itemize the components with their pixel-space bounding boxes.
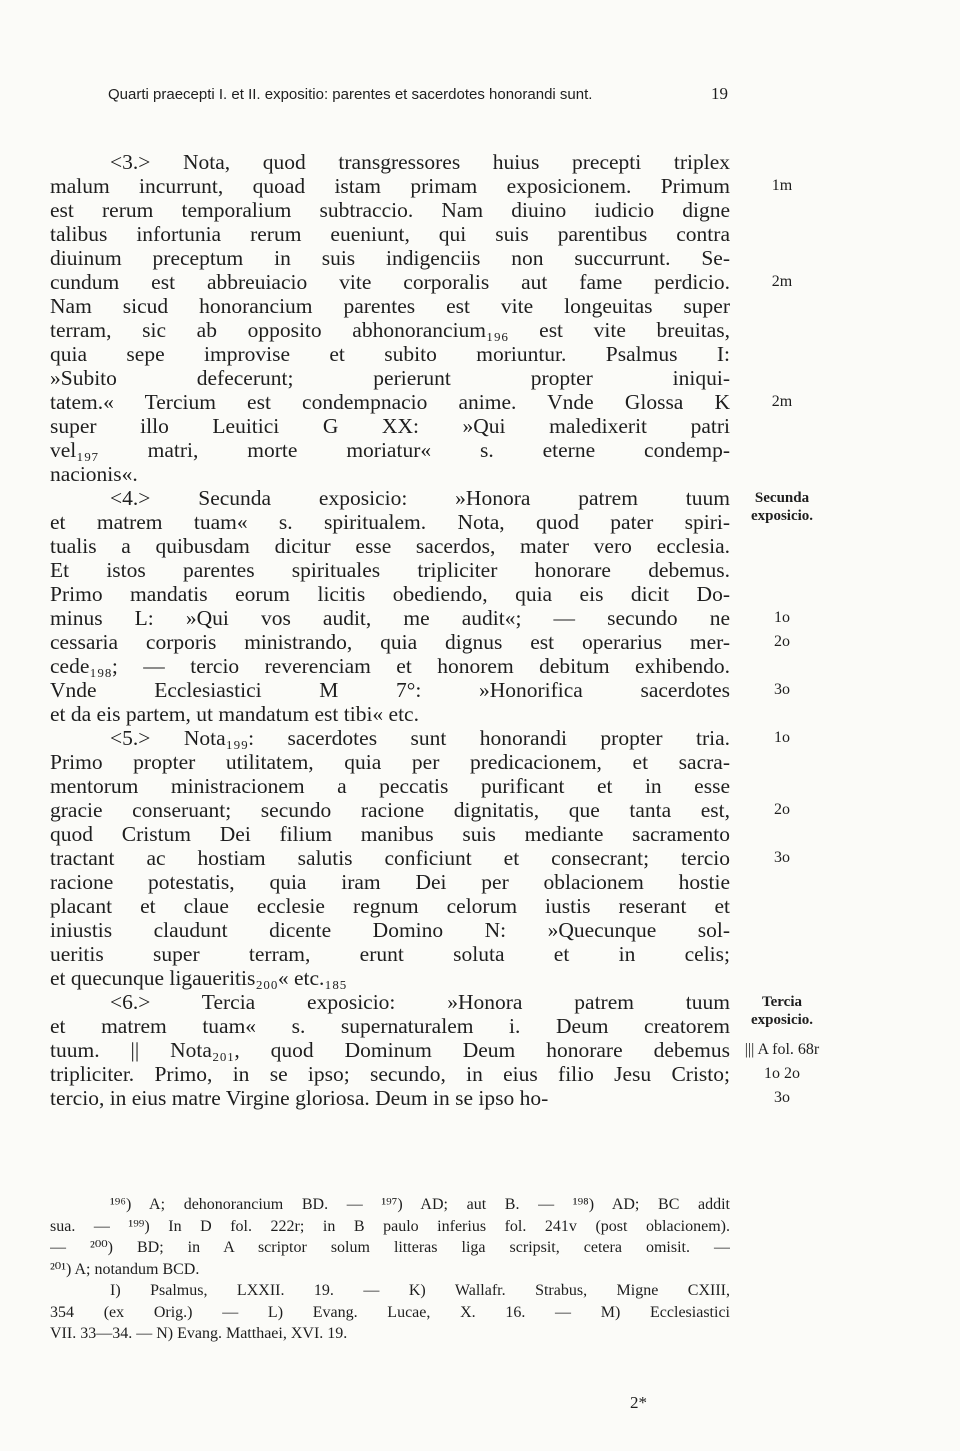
text-line: super illo Leuitici G XX: »Qui maledixerit patri: [50, 414, 730, 438]
footnote-line: VII. 33—34. — N) Evang. Matthaei, XVI. 19.: [50, 1325, 348, 1342]
text-line: <4.> Secunda exposicio: »Honora patrem tuum: [110, 486, 730, 510]
text-line: Vnde Ecclesiastici M 7°: »Honorifica sacerdotes: [50, 678, 730, 702]
text-line: »Subito defecerunt; perierunt propter iniqui-: [50, 366, 730, 390]
running-title: Quarti praecepti I. et II. expositio: parentes et sacerdotes honorandi sunt.: [108, 86, 593, 103]
margin-note: 2m: [771, 273, 793, 290]
text-line: Primo propter utilitatem, quia per predicacionem, et sacra-: [50, 750, 730, 774]
footnote-line: — ²⁰⁰) BD; in A scriptor solum litteras liga scripsit, cetera omisit. —: [50, 1239, 730, 1256]
text-line: et matrem tuam« s. supernaturalem i. Deum creatorem: [50, 1014, 730, 1038]
text-line: tripliciter. Primo, in se ipso; secundo, in eius filio Jesu Cristo;: [50, 1062, 730, 1086]
text-line: talibus infortunia rerum eueniunt, qui suis parentibus contra: [50, 222, 730, 246]
text-line: <3.> Nota, quod transgressores huius precepti triplex: [110, 150, 730, 174]
margin-note: 3o: [774, 849, 790, 866]
text-line: quod Cristum Dei filium manibus suis mediante sacramento: [50, 822, 730, 846]
text-line: Et istos parentes spirituales tripliciter honorare debemus.: [50, 558, 730, 582]
margin-note: 1o: [774, 729, 790, 746]
margin-note: 1o 2o: [764, 1065, 800, 1082]
text-line: ueritis super terram, erunt soluta et in celis;: [50, 942, 730, 966]
text-line: minus L: »Qui vos audit, me audit«; — secundo ne: [50, 606, 730, 630]
text-line: et da eis partem, ut mandatum est tibi« etc.: [50, 702, 419, 726]
footnote-line: 354 (ex Orig.) — L) Evang. Lucae, X. 16. — M) Ecclesiastici: [50, 1303, 730, 1321]
text-line: et quecunque ligaueritis₂₀₀« etc.₁₈₅: [50, 966, 347, 990]
text-line: tualis a quibusdam dicitur esse sacerdos, mater vero ecclesia.: [50, 534, 730, 558]
text-line: cundum est abbreuiacio vite corporalis aut fame perdicio.: [50, 270, 730, 294]
text-line: cede₁₉₈; — tercio reverenciam et honorem debitum exhibendo.: [50, 654, 730, 678]
text-line: racione potestatis, quia iram Dei per oblacionem hostie: [50, 870, 730, 894]
margin-note: 2o: [774, 633, 790, 650]
text-line: est rerum temporalium subtraccio. Nam diuino iudicio digne: [50, 198, 730, 222]
footnote-line: sua. — ¹⁹⁹) In D fol. 222r; in B paulo inferius fol. 241v (post oblacionem).: [50, 1217, 730, 1235]
text-line: <5.> Nota₁₉₉: sacerdotes sunt honorandi propter tria.: [110, 726, 730, 750]
main-text: [50, 150, 730, 1110]
text-line: <6.> Tercia exposicio: »Honora patrem tuum: [110, 990, 730, 1014]
footnote-line: ²⁰¹) A; notandum BCD.: [50, 1260, 200, 1278]
margin-note: 1m: [771, 177, 793, 194]
footnotes: [50, 1194, 730, 1345]
text-line: iniustis claudunt dicente Domino N: »Quecunque sol-: [50, 918, 730, 942]
signature-mark: 2*: [630, 1393, 647, 1412]
page-number: 19: [711, 84, 728, 103]
text-line: Nam sicud honorancium parentes est vite longeuitas super: [50, 294, 730, 318]
text-line: malum incurrunt, quoad istam primam exposicionem. Primum: [50, 174, 730, 198]
margin-note: 2m: [771, 393, 793, 410]
text-line: terram, sic ab opposito abhonorancium₁₉₆ est vite breuitas,: [50, 318, 730, 342]
text-line: gracie conseruant; secundo racione dignitatis, que tanta est,: [50, 798, 730, 822]
text-line: nacionis«.: [50, 462, 138, 486]
footnote-line: ¹⁹⁶) A; dehonorancium BD. — ¹⁹⁷) AD; aut B. — ¹⁹⁸) AD; BC addit: [110, 1196, 730, 1213]
text-line: diuinum preceptum in suis indigenciis non succurrunt. Se-: [50, 246, 730, 270]
margin-note: 3o: [774, 1089, 790, 1106]
margin-note: 1o: [774, 609, 790, 626]
text-line: mentorum ministracionem a peccatis purificant et in esse: [50, 774, 730, 798]
text-line: tractant ac hostiam salutis conficiunt et consecrant; tercio: [50, 846, 730, 870]
margin-note: Tercia exposicio.: [750, 994, 814, 1028]
text-line: tatem.« Tercium est condempnacio anime. Vnde Glossa K: [50, 390, 730, 414]
running-header: [108, 84, 728, 110]
text-line: vel₁₉₇ matri, morte moriatur« s. eterne condemp-: [50, 438, 730, 462]
text-line: cessaria corporis ministrando, quia dignus est operarius mer-: [50, 630, 730, 654]
margin-note: ||| A fol. 68r: [744, 1041, 820, 1058]
text-line: et matrem tuam« s. spiritualem. Nota, quod pater spiri-: [50, 510, 730, 534]
text-line: tuum. || Nota₂₀₁, quod Dominum Deum honorare debemus: [50, 1038, 730, 1062]
text-line: quia sepe improvise et subito moriuntur. Psalmus I:: [50, 342, 730, 366]
margin-note: Secunda exposicio.: [750, 490, 814, 524]
margin-note: 3o: [774, 681, 790, 698]
text-line: Primo mandatis eorum licitis obediendo, quia eis dicit Do-: [50, 582, 730, 606]
text-line: tercio, in eius matre Virgine gloriosa. Deum in se ipso ho-: [50, 1086, 549, 1110]
footnote-line: I) Psalmus, LXXII. 19. — K) Wallafr. Strabus, Migne CXIII,: [110, 1282, 730, 1299]
text-line: placant et claue ecclesie regnum celorum iustis reserant et: [50, 894, 730, 918]
margin-note: 2o: [774, 801, 790, 818]
